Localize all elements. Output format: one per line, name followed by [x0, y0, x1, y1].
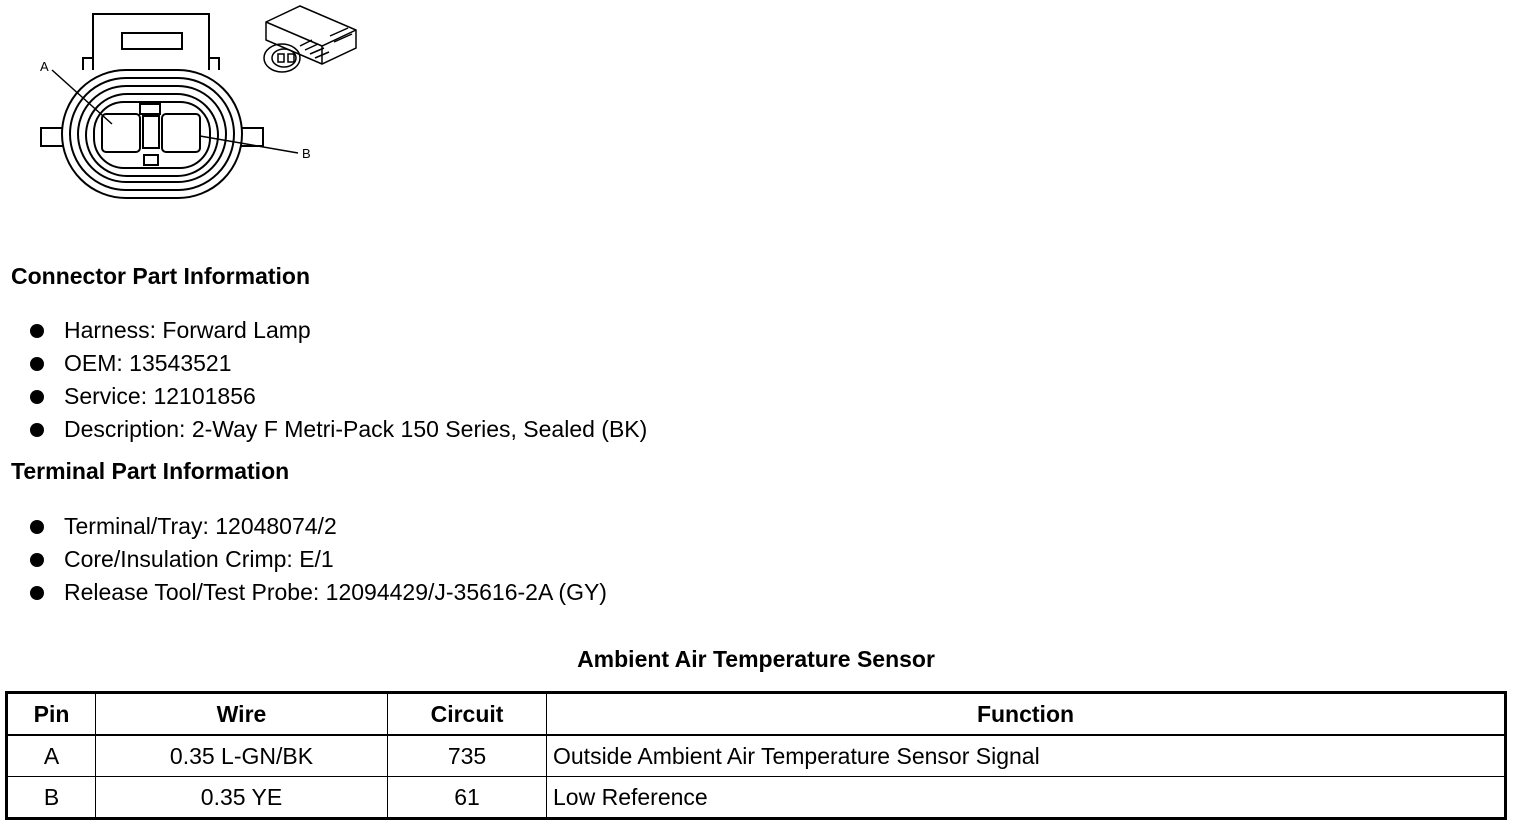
list-item: Service: 12101856 [28, 380, 647, 413]
table-header-row [7, 693, 1506, 736]
bullet-icon [30, 324, 44, 338]
list-item: Terminal/Tray: 12048074/2 [28, 510, 607, 543]
terminal-info-title: Terminal Part Information [11, 458, 290, 484]
cell-circuit: 61 [388, 777, 547, 819]
header-function: Function [547, 693, 1506, 736]
connector-diagram [0, 0, 380, 210]
list-item: Description: 2-Way F Metri-Pack 150 Series, Sealed (BK) [28, 413, 647, 446]
cell-function: Outside Ambient Air Temperature Sensor Signal [547, 735, 1506, 777]
pin-b-label: B [302, 146, 311, 161]
bullet-icon [30, 586, 44, 600]
table-row [7, 777, 1506, 819]
bullet-icon [30, 423, 44, 437]
bullet-icon [30, 520, 44, 534]
bullet-icon [30, 390, 44, 404]
list-item: OEM: 13543521 [28, 347, 647, 380]
terminal-info-list [28, 510, 607, 609]
connector-thumbnail [264, 6, 356, 72]
list-item: Harness: Forward Lamp [28, 314, 647, 347]
bullet-icon [30, 553, 44, 567]
connector-info-title: Connector Part Information [11, 263, 311, 289]
connector-info-list [28, 314, 647, 446]
table-row [7, 735, 1506, 777]
header-circuit: Circuit [388, 693, 547, 736]
cell-wire: 0.35 YE [96, 777, 388, 819]
cell-circuit: 735 [388, 735, 547, 777]
cell-pin: B [7, 777, 96, 819]
cell-wire: 0.35 L-GN/BK [96, 735, 388, 777]
pin-table [5, 691, 1507, 820]
header-pin: Pin [7, 693, 96, 736]
list-item: Release Tool/Test Probe: 12094429/J-35616-2A (GY) [28, 576, 607, 609]
bullet-icon [30, 357, 44, 371]
pin-a-label: A [40, 59, 49, 74]
header-wire: Wire [96, 693, 388, 736]
cell-pin: A [7, 735, 96, 777]
list-item: Core/Insulation Crimp: E/1 [28, 543, 607, 576]
cell-function: Low Reference [547, 777, 1506, 819]
table-title: Ambient Air Temperature Sensor [577, 646, 935, 672]
